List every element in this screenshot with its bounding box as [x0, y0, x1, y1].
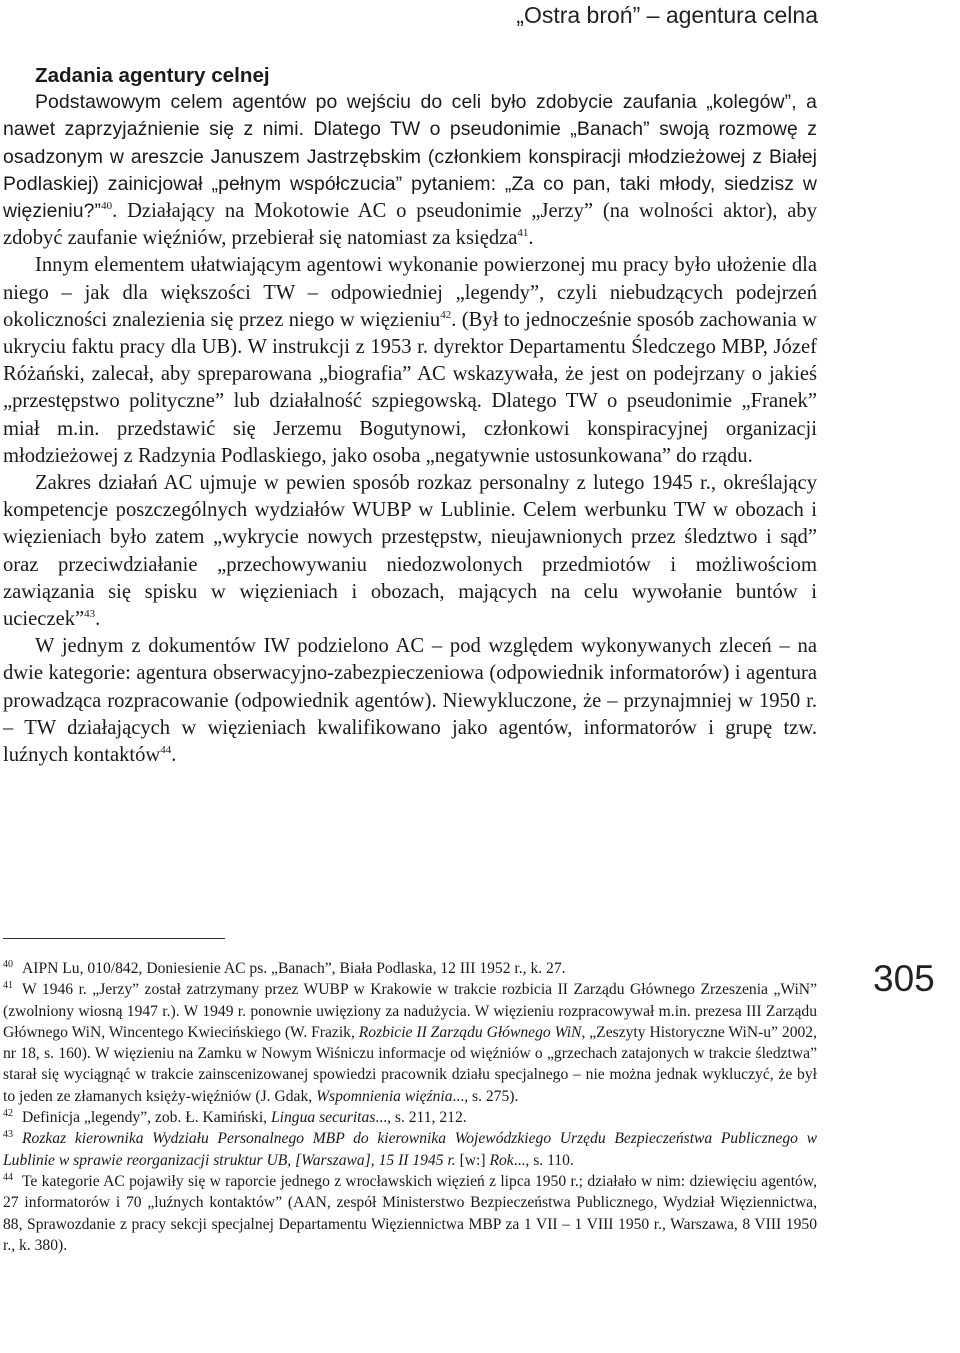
section-heading: Zadania agentury celnej	[35, 64, 270, 87]
footnote-ref[interactable]: 44	[160, 744, 172, 757]
footnote-title: Lingua securitas	[270, 1109, 376, 1127]
footnote-44	[3, 1171, 817, 1256]
footnote-40	[3, 958, 817, 979]
paragraph-text: Podstawowym celem agentów po wejściu do celi było zdobycie zaufania „kolegów”, a nawet zaprzyjaźnienie się z nimi. Dlatego TW o pseudonimie „Banach” swoją rozmowę z osadzonym w areszcie Januszem Jastrzębskim (członkiem konspiracji młodzieżowej z Białej Podlaskiej) zainicjował „pełnym współczucia” pytaniem: „Za co pan, taki młody, siedzisz w więzieniu?”	[3, 91, 817, 223]
footnote-number: 40	[3, 958, 13, 970]
page-number: 305	[873, 958, 935, 999]
paragraph-text: . Działający na Mokotowie AC o pseudonimie „Jerzy” (na wolności aktor), aby zdobyć zaufanie więźniów, przebierał się natomiast za księdza	[3, 200, 817, 250]
paragraph-text: .	[171, 744, 177, 767]
footnote-number: 43	[3, 1129, 13, 1141]
footnote-41	[3, 979, 817, 1107]
footnote-43	[3, 1128, 817, 1171]
paragraph	[3, 470, 817, 633]
footnote-text: ..., s. 110.	[513, 1151, 574, 1169]
footnote-text: Te kategorie AC pojawiły się w raporcie jednego z wrocławskich więzień z lipca 1950 r.; działało w nim: dziewięciu agentów, 27 informatorów i 70 „luźnych kontaktów” (AAN, zespół Ministerstwo Bezpieczeństwa Publicznego, Wydział Więziennictwa, 88, Sprawozdanie z pracy sekcji specjalnej Departamentu Więziennictwa MBP za 1 VII – 1 VIII 1950 r., Warszawa, 8 VIII 1950 r., k. 380).	[3, 1172, 817, 1254]
paragraph-text: .	[95, 608, 101, 631]
paragraph-text: .	[528, 227, 534, 250]
footnote-ref[interactable]: 42	[440, 308, 452, 321]
footnote-text: , „Zeszyty Historyczne WiN-u” 2002, nr 18, s. 160). W więzieniu na Zamku w Nowym Wiśniczu informacje od więźniów o „grzechach zatajonych w trakcie śledztwa” starał się wyciągnąć w trakcie zainscenizowanej spowiedzi pracownik działu specjalnego – nie można jednak wykluczyć, że był to jeden ze złamanych księży-więźniów (J. Gdak,	[3, 1023, 817, 1105]
footnote-title: Wspomnienia więźnia	[316, 1087, 453, 1105]
footnotes	[3, 958, 817, 1256]
footnote-title: Rozkaz kierownika Wydziału Personalnego MBP do kierownika Wojewódzkiego Urzędu Bezpieczeństwa Publicznego w Lublinie w sprawie reorganizacji struktur UB, [Warszawa], 15 II 1945 r.	[3, 1130, 817, 1169]
footnote-text: AIPN Lu, 010/842, Doniesienie AC ps. „Banach”, Biała Podlaska, 12 III 1952 r., k. 27.	[22, 960, 566, 977]
running-header: „Ostra broń” – agentura celna	[516, 2, 818, 28]
footnote-ref[interactable]: 41	[517, 227, 529, 240]
footnote-number: 42	[3, 1107, 13, 1119]
footnote-42	[3, 1107, 817, 1128]
paragraph	[3, 633, 817, 769]
paragraph-text: . (Był to jednocześnie sposób zachowania w ukryciu faktu pracy dla UB). W instrukcji z 1953 r. dyrektor Departamentu Śledczego MBP, Józef Różański, zalecał, aby spreparowana „biografia” AC wskazywała, że jest on podejrzany o jakieś „przestępstwo polityczne” lub działalność szpiegowską. Dlatego TW o pseudonimie „Franek” miał m.in. przedstawić się Jerzemu Bogutynowi, członkowi konspiracyjnej organizacji młodzieżowej z Radzynia Podlaskiego, jako osoba „negatywnie ustosunkowana” do rządu.	[3, 308, 817, 467]
paragraph	[3, 252, 817, 470]
footnote-text: Definicja „legendy”, zob. Ł. Kamiński,	[22, 1109, 271, 1127]
footnote-number: 44	[3, 1171, 13, 1183]
main-text	[3, 62, 817, 769]
paragraph-text: Innym elementem ułatwiającym agentowi wykonanie powierzonej mu pracy było ułożenie dla niego – jak dla większości TW – odpowiedniej „legendy”, czyli niebudzących podejrzeń okoliczności znalezienia się przez niego w więzieniu	[3, 254, 817, 331]
footnote-title: Rozbicie II Zarządu Głównego WiN	[358, 1023, 582, 1041]
footnote-ref[interactable]: 43	[84, 608, 96, 621]
footnote-number: 41	[3, 980, 13, 992]
paragraph-text: W jednym z dokumentów IW podzielono AC – pod względem wykonywanych zleceń – na dwie kategorie: agentura obserwacyjno-zabezpieczeniowa (odpowiednik informatorów) i agentura prowadząca rozpracowanie (odpowiednik agentów). Niewykluczone, że – przynajmniej w 1950 r. – TW działających w więzieniach kwalifikowano jako agentów, informatorów i grupę tzw. luźnych kontaktów	[3, 635, 817, 767]
footnote-title: Rok	[489, 1151, 514, 1169]
footnote-text: W 1946 r. „Jerzy” został zatrzymany przez WUBP w Krakowie w trakcie rozbicia II Zarządu Głównego Zrzeszenia „WiN” (zwolniony wiosną 1947 r.). W 1949 r. ponownie uwięziony za nadużycia. W więzieniu rozpracowywał m.in. prezesa III Zarządu Głównego WiN, Wincentego Kwiecińskiego (W. Frazik,	[3, 981, 817, 1041]
footnote-text: ..., s. 211, 212.	[375, 1109, 467, 1127]
paragraph-text: Zakres działań AC ujmuje w pewien sposób rozkaz personalny z lutego 1945 r., określający kompetencje poszczególnych wydziałów WUBP w Lublinie. Celem werbunku TW w obozach i więzieniach było zatem „wykrycie nowych przestępstw, nieujawnionych przez śledztwo i sąd” oraz przeciwdziałanie „przechowywaniu niedozwolonych przedmiotów i możliwościom zawiązania się spisku w więzieniach i obozach, mających na celu wywołanie buntów i ucieczek”	[3, 472, 817, 631]
footnote-ref[interactable]: 40	[101, 200, 113, 213]
paragraph	[3, 89, 817, 252]
footnote-text: [w:]	[455, 1151, 490, 1169]
footnote-text: ..., s. 275).	[452, 1087, 519, 1105]
footnote-divider	[3, 938, 225, 939]
